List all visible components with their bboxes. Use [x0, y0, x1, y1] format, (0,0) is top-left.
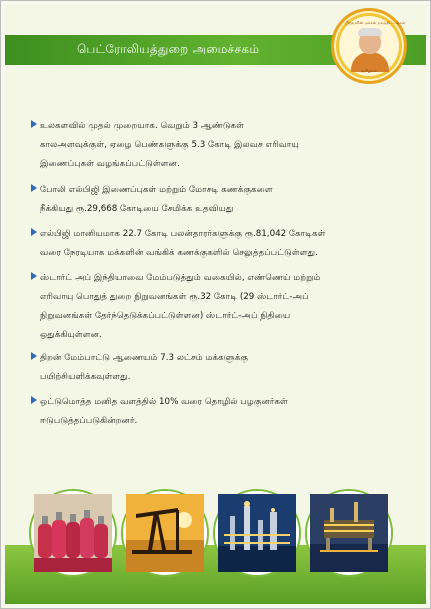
seal-top-text: பிரதமரின் மக்கள் நலத்திட்டங்கள்: [345, 20, 406, 25]
bullet-arrow-icon: [31, 228, 37, 236]
bullet-arrow-icon: [31, 272, 37, 280]
bullet-arrow-icon: [31, 352, 37, 360]
photo-offshore-platform: [307, 491, 391, 575]
photo-lpg-cylinders: [31, 491, 115, 575]
seal-caption: தமிழகம்: [361, 68, 377, 73]
photo-oil-pumpjack: [123, 491, 207, 575]
list-item-text: உலகளவில் முதல் முறையாக. வெறும் 3 ஆண்டுகள் காலஅளவுக்குள், ஏழை பெண்களுக்கு 5.3 கோடி இலவச எரிவாயு இணைப்புகள் வழங்கப்பட்டுள்ளன.: [40, 121, 299, 169]
portrait-hair: [358, 28, 382, 36]
photo-refinery-night: [215, 491, 299, 575]
seal-inner: [339, 16, 406, 76]
list-item-text: எல்பிஜி மானியமாக 22.7 கோடி பலன்தாரர்களுக்கு ரூ.81,042 கோடிகள் வரை நேரடியாக மக்களின் வங்கிக் கணக்குகளில் செலுத்தப்பட்டுள்ளது.: [40, 229, 326, 258]
bullet-arrow-icon: [31, 120, 37, 128]
list-item-text: ஒட்டுமொத்த மனித வளத்தில் 10% வரை தொழில் பழகுனர்கள் ஈடுபடுத்தப்படுகின்றனர்.: [40, 397, 288, 426]
list-item-text: திறன் மேம்பாட்டு ஆணையம் 7.3 லட்சம் மக்களுக்கு பயிற்சியளிக்கவுள்ளது.: [40, 353, 249, 382]
list-item-text: போலி எல்பிஜி இணைப்புகள் மற்றும் மோசடி கணக்குகளை நீக்கியது ரூ.29,668 கோடியை சேமிக்க உதவியது: [40, 185, 273, 214]
list-item-text: ஸ்டார்ட் அப் இந்தியாவை மேம்படுத்தும் வகையில், எண்ணெய் மற்றும் எரிவாயு பொதுத் துறை நிறுவனங்கள் ரூ.32 கோடி (29 ஸ்டார்ட்-அப் நிறுவனங்கள் தேர்ந்தெடுக்கப்பட்டுள்ளன) ஸ்டார்ட்-அப் நிதியை ஒதுக்கியுள்ளன.: [40, 273, 321, 340]
bullet-arrow-icon: [31, 396, 37, 404]
scheme-seal-logo: [331, 8, 407, 84]
photo-strip: [31, 491, 391, 581]
poster-body: [5, 5, 426, 604]
page-title: பெட்ரோலியத்துறை அமைச்சகம்: [77, 42, 260, 56]
bullet-arrow-icon: [31, 184, 37, 192]
